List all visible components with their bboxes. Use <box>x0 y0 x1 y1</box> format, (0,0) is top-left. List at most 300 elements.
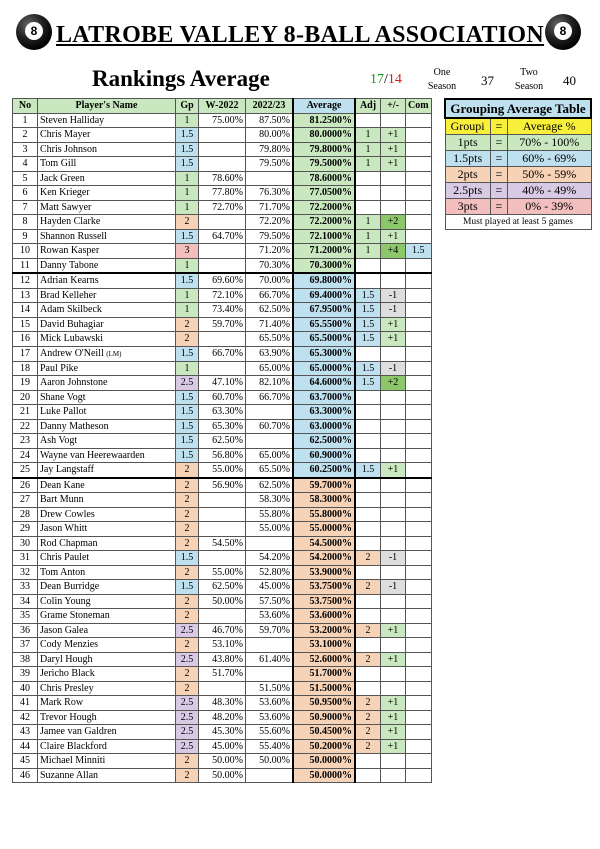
group-points: 1.5 <box>176 405 199 420</box>
group-points: 2 <box>176 522 199 537</box>
adjustment: 2 <box>355 551 381 566</box>
rank-number: 15 <box>13 317 38 332</box>
table-row <box>13 288 432 303</box>
adjustment <box>355 346 381 361</box>
table-row <box>13 463 432 478</box>
rank-number: 45 <box>13 754 38 769</box>
group-points: 2 <box>176 536 199 551</box>
win-2022-23: 71.70% <box>246 200 294 215</box>
adjustment <box>355 434 381 449</box>
player-name: Shannon Russell <box>38 229 176 244</box>
col-header-average: Average <box>293 99 355 114</box>
average: 63.3000% <box>293 405 355 420</box>
table-row <box>13 215 432 230</box>
grouping-eq: = <box>490 151 507 167</box>
win-2022: 43.80% <box>199 652 246 667</box>
group-points: 2.5 <box>176 710 199 725</box>
com-value <box>406 317 432 332</box>
grouping-range: 40% - 49% <box>507 183 591 199</box>
win-2022-23: 50.00% <box>246 754 294 769</box>
grouping-eq: = <box>490 183 507 199</box>
table-row <box>13 157 432 172</box>
player-name: Jason Whitt <box>38 522 176 537</box>
group-points: 1 <box>176 200 199 215</box>
average: 78.6000% <box>293 171 355 186</box>
win-2022-23: 53.60% <box>246 710 294 725</box>
adjustment: 1.5 <box>355 332 381 347</box>
com-value <box>406 258 432 273</box>
win-2022: 72.70% <box>199 200 246 215</box>
win-2022: 51.70% <box>199 667 246 682</box>
adjustment <box>355 594 381 609</box>
grouping-group: 3pts <box>445 199 490 215</box>
rank-number: 23 <box>13 434 38 449</box>
average: 79.5000% <box>293 157 355 172</box>
player-name: Paul Pike <box>38 361 176 376</box>
win-2022-23: 65.00% <box>246 448 294 463</box>
table-row <box>13 609 432 624</box>
table-row <box>13 638 432 653</box>
plus-minus: -1 <box>381 580 406 595</box>
rank-number: 16 <box>13 332 38 347</box>
rank-number: 1 <box>13 113 38 128</box>
com-value <box>406 768 432 783</box>
average: 50.0000% <box>293 754 355 769</box>
group-points: 1.5 <box>176 157 199 172</box>
average: 53.7500% <box>293 594 355 609</box>
plus-minus <box>381 448 406 463</box>
win-2022: 69.60% <box>199 273 246 288</box>
rank-number: 18 <box>13 361 38 376</box>
grouping-range: 60% - 69% <box>507 151 591 167</box>
adjustment: 2 <box>355 652 381 667</box>
win-2022-23: 62.50% <box>246 303 294 318</box>
win-2022-23: 76.30% <box>246 186 294 201</box>
com-value <box>406 696 432 711</box>
plus-minus: +2 <box>381 215 406 230</box>
win-2022-23: 45.00% <box>246 580 294 595</box>
grouping-row <box>445 199 591 215</box>
player-name: Luke Pallot <box>38 405 176 420</box>
grouping-group: 2pts <box>445 167 490 183</box>
plus-minus <box>381 419 406 434</box>
plus-minus <box>381 681 406 696</box>
group-points: 1 <box>176 361 199 376</box>
win-2022-23: 66.70% <box>246 390 294 405</box>
win-2022-23: 55.00% <box>246 522 294 537</box>
rank-number: 17 <box>13 346 38 361</box>
win-2022-23: 80.00% <box>246 128 294 143</box>
group-points: 2.5 <box>176 696 199 711</box>
player-name: Shane Vogt <box>38 390 176 405</box>
plus-minus <box>381 536 406 551</box>
win-2022: 46.70% <box>199 623 246 638</box>
group-points: 2 <box>176 507 199 522</box>
rank-number: 46 <box>13 768 38 783</box>
win-2022 <box>199 128 246 143</box>
grouping-note: Must played at least 5 games <box>445 215 591 230</box>
adjustment: 2 <box>355 710 381 725</box>
plus-minus <box>381 200 406 215</box>
table-row <box>13 376 432 391</box>
player-name: Claire Blackford <box>38 739 176 754</box>
win-2022-23 <box>246 536 294 551</box>
table-row <box>13 317 432 332</box>
com-value <box>406 157 432 172</box>
plus-minus <box>381 478 406 493</box>
table-row <box>13 754 432 769</box>
table-row <box>13 405 432 420</box>
win-2022: 56.80% <box>199 448 246 463</box>
grouping-header-range: Average % <box>507 118 591 135</box>
group-points: 2 <box>176 681 199 696</box>
win-2022: 77.80% <box>199 186 246 201</box>
group-points: 2 <box>176 754 199 769</box>
adjustment: 1 <box>355 244 381 259</box>
com-value <box>406 288 432 303</box>
com-value <box>406 346 432 361</box>
adjustment: 1 <box>355 157 381 172</box>
adjustment <box>355 390 381 405</box>
average: 65.0000% <box>293 361 355 376</box>
player-name: Brad Kelleher <box>38 288 176 303</box>
plus-minus: +1 <box>381 623 406 638</box>
average: 69.8000% <box>293 273 355 288</box>
table-row <box>13 623 432 638</box>
average: 77.0500% <box>293 186 355 201</box>
rank-number: 35 <box>13 609 38 624</box>
plus-minus <box>381 507 406 522</box>
adjustment <box>355 419 381 434</box>
win-2022-23: 65.50% <box>246 463 294 478</box>
average: 51.7000% <box>293 667 355 682</box>
win-2022-23: 55.40% <box>246 739 294 754</box>
table-row <box>13 565 432 580</box>
com-value <box>406 128 432 143</box>
win-2022-23: 65.50% <box>246 332 294 347</box>
player-name: Daryl Hough <box>38 652 176 667</box>
average: 72.2000% <box>293 215 355 230</box>
adjustment: 1.5 <box>355 303 381 318</box>
player-name: Chris Presley <box>38 681 176 696</box>
group-points: 2 <box>176 667 199 682</box>
com-value <box>406 142 432 157</box>
com-value <box>406 463 432 478</box>
grouping-eq: = <box>490 135 507 151</box>
win-2022-23: 55.60% <box>246 725 294 740</box>
rank-number: 26 <box>13 478 38 493</box>
rank-number: 10 <box>13 244 38 259</box>
average: 60.9000% <box>293 448 355 463</box>
win-2022-23: 52.80% <box>246 565 294 580</box>
group-points: 3 <box>176 244 199 259</box>
group-points: 2.5 <box>176 623 199 638</box>
col-header-name: Player's Name <box>38 99 176 114</box>
win-2022-23: 70.00% <box>246 273 294 288</box>
win-2022 <box>199 215 246 230</box>
grouping-eq: = <box>490 167 507 183</box>
rank-number: 3 <box>13 142 38 157</box>
col-header-adj: Adj <box>355 99 381 114</box>
group-points: 1.5 <box>176 434 199 449</box>
com-value <box>406 113 432 128</box>
plus-minus <box>381 346 406 361</box>
com-value <box>406 493 432 508</box>
rank-number: 24 <box>13 448 38 463</box>
table-row <box>13 186 432 201</box>
player-name: Chris Mayer <box>38 128 176 143</box>
win-2022-23: 66.70% <box>246 288 294 303</box>
group-points: 2 <box>176 565 199 580</box>
table-row <box>13 551 432 566</box>
average: 64.6000% <box>293 376 355 391</box>
plus-minus: +1 <box>381 157 406 172</box>
table-row <box>13 229 432 244</box>
plus-minus <box>381 390 406 405</box>
table-row <box>13 667 432 682</box>
adjustment: 1.5 <box>355 288 381 303</box>
table-row <box>13 493 432 508</box>
adjustment <box>355 638 381 653</box>
average: 53.2000% <box>293 623 355 638</box>
adjustment: 2 <box>355 739 381 754</box>
table-row <box>13 434 432 449</box>
group-points: 1.5 <box>176 551 199 566</box>
group-points: 1 <box>176 171 199 186</box>
grouping-row <box>445 135 591 151</box>
com-value <box>406 725 432 740</box>
com-value: 1.5 <box>406 244 432 259</box>
average: 50.9000% <box>293 710 355 725</box>
group-points: 1 <box>176 288 199 303</box>
rank-number: 20 <box>13 390 38 405</box>
rank-number: 27 <box>13 493 38 508</box>
average: 52.6000% <box>293 652 355 667</box>
rank-number: 2 <box>13 128 38 143</box>
plus-minus <box>381 405 406 420</box>
adjustment <box>355 258 381 273</box>
plus-minus: +1 <box>381 128 406 143</box>
adjustment <box>355 681 381 696</box>
rank-number: 32 <box>13 565 38 580</box>
rank-number: 43 <box>13 725 38 740</box>
rank-number: 41 <box>13 696 38 711</box>
win-2022-23 <box>246 405 294 420</box>
rank-number: 40 <box>13 681 38 696</box>
grouping-row <box>445 167 591 183</box>
table-row <box>13 536 432 551</box>
win-2022: 45.30% <box>199 725 246 740</box>
win-2022: 63.30% <box>199 405 246 420</box>
win-2022-23 <box>246 171 294 186</box>
win-2022 <box>199 142 246 157</box>
win-2022-23: 53.60% <box>246 609 294 624</box>
adjustment <box>355 200 381 215</box>
col-header-w2022: W-2022 <box>199 99 246 114</box>
player-name: Drew Cowles <box>38 507 176 522</box>
plus-minus: -1 <box>381 303 406 318</box>
group-points: 2 <box>176 638 199 653</box>
average: 58.3000% <box>293 493 355 508</box>
player-name: Ken Krieger <box>38 186 176 201</box>
plus-minus: +1 <box>381 332 406 347</box>
grouping-group: 1pts <box>445 135 490 151</box>
win-2022: 50.00% <box>199 768 246 783</box>
adjustment <box>355 507 381 522</box>
com-value <box>406 186 432 201</box>
com-value <box>406 332 432 347</box>
com-value <box>406 623 432 638</box>
table-row <box>13 244 432 259</box>
plus-minus <box>381 638 406 653</box>
average: 62.5000% <box>293 434 355 449</box>
player-name: Jack Green <box>38 171 176 186</box>
adjustment: 1.5 <box>355 361 381 376</box>
win-2022 <box>199 332 246 347</box>
win-2022-23: 72.20% <box>246 215 294 230</box>
table-row <box>13 696 432 711</box>
plus-minus <box>381 768 406 783</box>
group-points: 2.5 <box>176 376 199 391</box>
adjustment <box>355 405 381 420</box>
plus-minus: +4 <box>381 244 406 259</box>
rank-number: 30 <box>13 536 38 551</box>
adjustment <box>355 478 381 493</box>
com-value <box>406 507 432 522</box>
player-name: Ash Vogt <box>38 434 176 449</box>
win-2022: 59.70% <box>199 317 246 332</box>
com-value <box>406 710 432 725</box>
plus-minus: +1 <box>381 696 406 711</box>
win-2022-23: 63.90% <box>246 346 294 361</box>
win-2022-23: 62.50% <box>246 478 294 493</box>
com-value <box>406 171 432 186</box>
group-points: 2 <box>176 493 199 508</box>
rank-number: 9 <box>13 229 38 244</box>
grouping-title: Grouping Average Table <box>445 99 591 118</box>
plus-minus <box>381 522 406 537</box>
win-2022: 62.50% <box>199 434 246 449</box>
player-name: Trevor Hough <box>38 710 176 725</box>
win-2022-23: 57.50% <box>246 594 294 609</box>
rank-number: 31 <box>13 551 38 566</box>
table-row <box>13 142 432 157</box>
grouping-range: 70% - 100% <box>507 135 591 151</box>
plus-minus <box>381 594 406 609</box>
group-points: 2 <box>176 215 199 230</box>
win-2022: 65.30% <box>199 419 246 434</box>
player-name: Chris Johnson <box>38 142 176 157</box>
plus-minus <box>381 493 406 508</box>
win-2022: 50.00% <box>199 754 246 769</box>
group-points: 1 <box>176 113 199 128</box>
group-points: 2 <box>176 609 199 624</box>
win-2022 <box>199 244 246 259</box>
table-row <box>13 507 432 522</box>
grouping-header-eq: = <box>490 118 507 135</box>
adjustment <box>355 522 381 537</box>
win-2022: 53.10% <box>199 638 246 653</box>
player-tag: (LM) <box>106 349 122 358</box>
plus-minus: +1 <box>381 710 406 725</box>
group-points: 1.5 <box>176 419 199 434</box>
average: 65.5500% <box>293 317 355 332</box>
plus-minus <box>381 434 406 449</box>
win-2022: 56.90% <box>199 478 246 493</box>
player-name: Cody Menzies <box>38 638 176 653</box>
player-name: Adrian Kearns <box>38 273 176 288</box>
average: 53.9000% <box>293 565 355 580</box>
win-2022: 47.10% <box>199 376 246 391</box>
com-value <box>406 200 432 215</box>
plus-minus: -1 <box>381 361 406 376</box>
win-2022: 48.30% <box>199 696 246 711</box>
table-row <box>13 478 432 493</box>
win-2022-23: 53.60% <box>246 696 294 711</box>
rank-number: 29 <box>13 522 38 537</box>
com-value <box>406 303 432 318</box>
average: 80.0000% <box>293 128 355 143</box>
average: 60.2500% <box>293 463 355 478</box>
adjustment: 1 <box>355 229 381 244</box>
table-row <box>13 522 432 537</box>
win-2022-23: 61.40% <box>246 652 294 667</box>
win-2022: 55.00% <box>199 463 246 478</box>
group-points: 1.5 <box>176 390 199 405</box>
group-points: 1.5 <box>176 229 199 244</box>
col-header-com: Com <box>406 99 432 114</box>
rank-number: 39 <box>13 667 38 682</box>
group-points: 2.5 <box>176 739 199 754</box>
rank-number: 19 <box>13 376 38 391</box>
table-row <box>13 361 432 376</box>
group-points: 2.5 <box>176 652 199 667</box>
group-points: 2 <box>176 463 199 478</box>
table-row <box>13 681 432 696</box>
win-2022: 66.70% <box>199 346 246 361</box>
player-name: Jay Langstaff <box>38 463 176 478</box>
win-2022: 73.40% <box>199 303 246 318</box>
average: 69.4000% <box>293 288 355 303</box>
adjustment: 2 <box>355 696 381 711</box>
com-value <box>406 522 432 537</box>
table-row <box>13 580 432 595</box>
player-name: Danny Matheson <box>38 419 176 434</box>
adjustment: 1 <box>355 128 381 143</box>
player-name: Wayne van Heerewaarden <box>38 448 176 463</box>
win-2022-23: 82.10% <box>246 376 294 391</box>
group-points: 2 <box>176 332 199 347</box>
average: 50.9500% <box>293 696 355 711</box>
rank-number: 12 <box>13 273 38 288</box>
win-2022: 75.00% <box>199 113 246 128</box>
rank-number: 4 <box>13 157 38 172</box>
group-points: 2 <box>176 317 199 332</box>
win-2022-23: 79.50% <box>246 229 294 244</box>
group-points: 1 <box>176 303 199 318</box>
group-points: 2 <box>176 768 199 783</box>
player-name: Rod Chapman <box>38 536 176 551</box>
group-points: 1.5 <box>176 580 199 595</box>
rank-number: 25 <box>13 463 38 478</box>
com-value <box>406 390 432 405</box>
group-points: 1.5 <box>176 128 199 143</box>
rank-number: 33 <box>13 580 38 595</box>
win-2022-23: 87.50% <box>246 113 294 128</box>
plus-minus: +1 <box>381 463 406 478</box>
player-name: Mick Lubawski <box>38 332 176 347</box>
rank-number: 37 <box>13 638 38 653</box>
